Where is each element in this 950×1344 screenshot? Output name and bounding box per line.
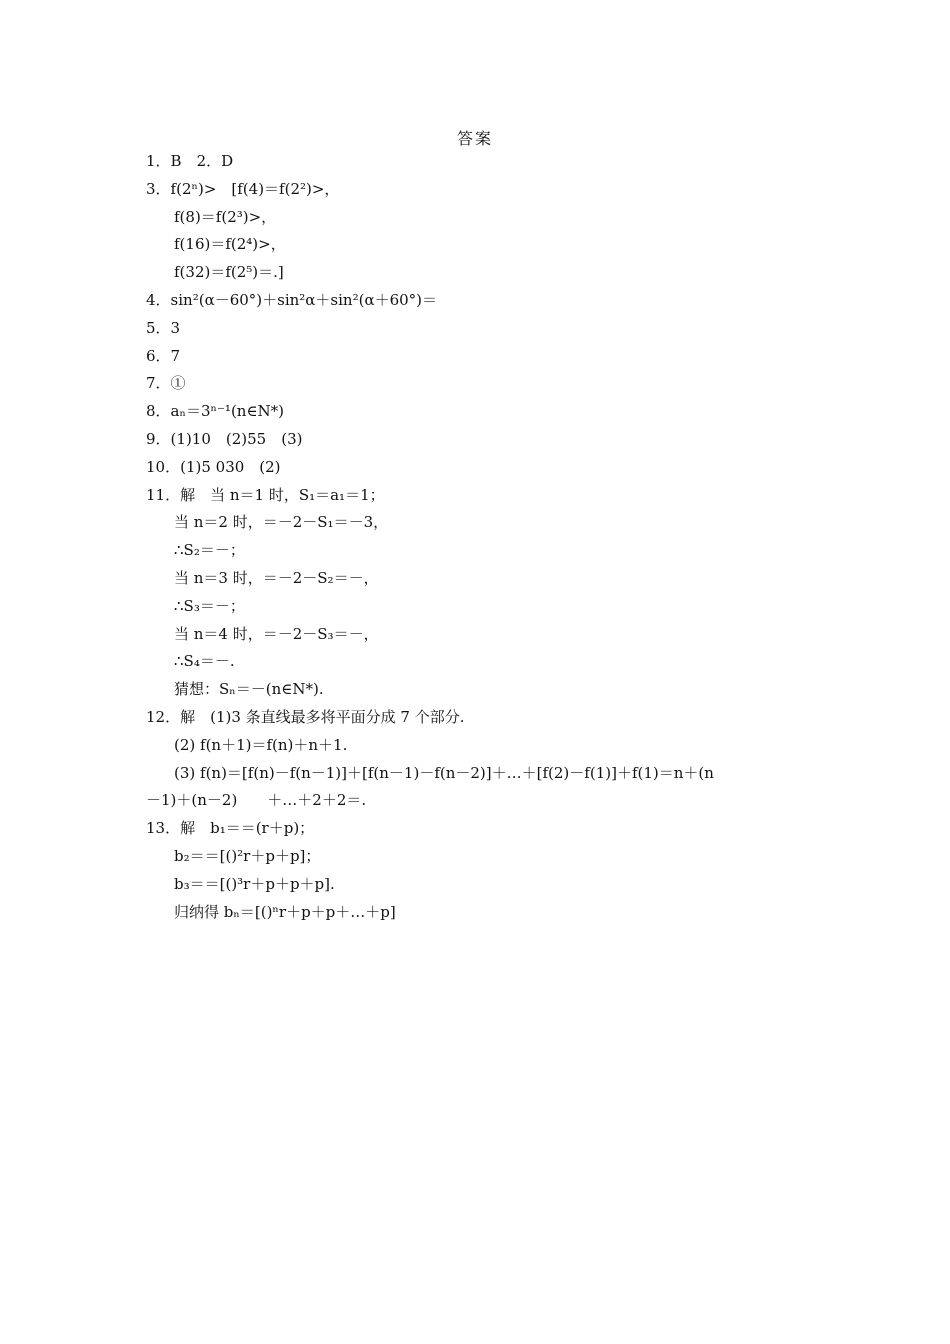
answer-line: 当 n＝2 时，＝－2－S₁＝－3，	[174, 513, 389, 532]
answer-line: ∴S₄＝－.	[174, 652, 235, 671]
answer-line: －1)＋(n－2) ＋…＋2＋2＝.	[146, 791, 367, 810]
answer-line: (2) f(n＋1)＝f(n)＋n＋1.	[174, 735, 348, 754]
answer-line: ∴S₃＝－；	[174, 596, 245, 615]
answer-line: 11．解 当 n＝1 时，S₁＝a₁＝1；	[146, 485, 385, 504]
answer-line: b₃＝＝[()³r＋p＋p＋p].	[174, 874, 335, 893]
answer-line: (3) f(n)＝[f(n)－f(n－1)]＋[f(n－1)－f(n－2)]＋…＋[f(2)－f(1)]＋f(1)＝n＋(n	[174, 763, 714, 782]
answer-line: f(32)＝f(2⁵)＝.]	[174, 263, 284, 282]
answer-line: ∴S₂＝－；	[174, 541, 245, 560]
answer-line: 9．(1)10 (2)55 (3)	[146, 429, 303, 448]
answer-list	[146, 148, 826, 926]
answer-line: 13．解 b₁＝＝(r＋p)；	[146, 819, 315, 838]
answer-line: f(16)＝f(2⁴)>，	[174, 235, 286, 254]
answer-line: 8．aₙ＝3ⁿ⁻¹(n∈N*)	[146, 402, 285, 421]
page-title: 答案	[456, 129, 493, 148]
answer-line: 12．解 (1)3 条直线最多将平面分成 7 个部分.	[146, 707, 465, 726]
answer-line: 4．sin²(α－60°)＋sin²α＋sin²(α＋60°)＝	[146, 290, 438, 309]
answer-line: 5．3	[146, 318, 181, 337]
answer-line: 7．①	[146, 374, 186, 393]
answer-line: 归纳得 bₙ＝[()ⁿr＋p＋p＋…＋p]	[174, 902, 396, 921]
answer-line: 10．(1)5 030 (2)	[146, 457, 281, 476]
answer-line: f(8)＝f(2³)>，	[174, 207, 277, 226]
answer-line: 3．f(2ⁿ)> [f(4)＝f(2²)>，	[146, 179, 340, 198]
answer-line: 6．7	[146, 346, 181, 365]
answer-line: 当 n＝3 时，＝－2－S₂＝－，	[174, 568, 379, 587]
answer-line: 当 n＝4 时，＝－2－S₃＝－，	[174, 624, 379, 643]
answer-line: b₂＝＝[()²r＋p＋p]；	[174, 846, 321, 865]
answer-line: 1．B 2．D	[146, 152, 234, 170]
answer-line: 猜想：Sₙ＝－(n∈N*).	[174, 680, 324, 699]
